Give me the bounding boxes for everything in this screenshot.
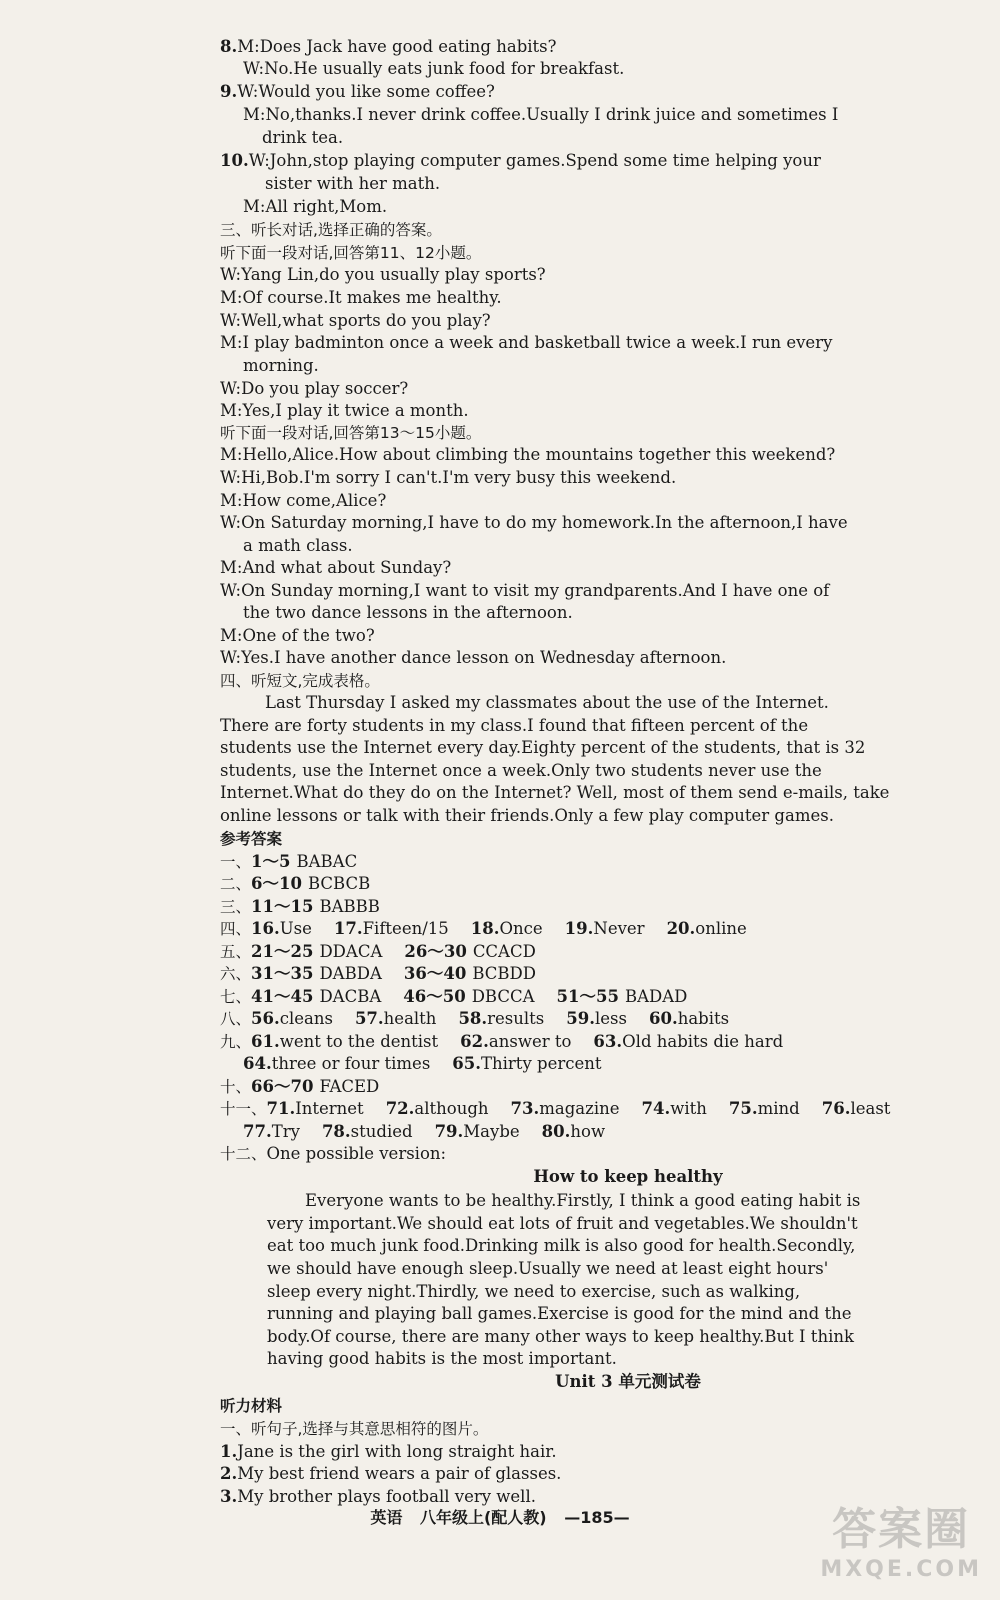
- answer-section-label: 十二、: [220, 1145, 267, 1163]
- essay-line: sleep every night.Thirdly, we need to exercise, such as walking,: [267, 1282, 801, 1301]
- answer-number: 41～45: [251, 987, 314, 1006]
- answer-row: [0, 1121, 1000, 1143]
- answer-number: 51～55: [556, 987, 619, 1006]
- dialog-text: W:No.He usually eats junk food for breakfast.: [243, 59, 625, 78]
- dialog-text: W:Would you like some coffee?: [237, 82, 495, 101]
- dialog-line: [0, 173, 1000, 195]
- answer-number: 71.: [266, 1099, 296, 1118]
- answer-number: 21～25: [251, 942, 314, 961]
- answer-number: 18.: [470, 919, 500, 938]
- answer-value: DDACA: [319, 942, 383, 961]
- answer-number: 36～40: [403, 964, 467, 983]
- answer-value: Once: [499, 919, 543, 938]
- essay-line: we should have enough sleep.Usually we need at least eight hours': [267, 1259, 829, 1278]
- passage-line: students use the Internet every day.Eighty percent of the students, that is 32: [220, 738, 866, 757]
- answer-section-label: 十一、: [220, 1100, 267, 1118]
- listening-item: [0, 1441, 1000, 1463]
- answer-value: magazine: [539, 1099, 620, 1118]
- dialog-line: M:Of course.It makes me healthy.: [220, 288, 502, 307]
- answer-value: answer to: [488, 1032, 572, 1051]
- unit-title: Unit 3 单元测试卷: [555, 1372, 701, 1391]
- answer-value: BABAC: [296, 852, 358, 871]
- answer-number: 75.: [728, 1099, 758, 1118]
- dialog-line: [0, 36, 1000, 58]
- answer-value: least: [850, 1099, 891, 1118]
- answer-section-label: 五、: [220, 943, 252, 961]
- dialog-line: W:Do you play soccer?: [220, 379, 409, 398]
- answer-number: 80.: [541, 1122, 571, 1141]
- question-number: 1.: [220, 1442, 238, 1461]
- dialog-line: M:Hello,Alice.How about climbing the mountains together this weekend?: [220, 445, 836, 464]
- answer-number: 73.: [510, 1099, 540, 1118]
- answer-row: [0, 896, 1000, 918]
- answer-number: 17.: [333, 919, 363, 938]
- dialog-line: [0, 58, 1000, 80]
- answer-number: 60.: [648, 1009, 678, 1028]
- answer-value: online: [695, 919, 747, 938]
- passage-line: students, use the Internet once a week.Only two students never use the: [220, 761, 822, 780]
- answer-value: habits: [677, 1009, 730, 1028]
- dialog-line: the two dance lessons in the afternoon.: [243, 603, 573, 622]
- dialog-text: sister with her math.: [265, 174, 441, 193]
- answer-value: BADAD: [624, 987, 688, 1006]
- section-heading: 四、听短文,完成表格。: [220, 672, 380, 690]
- answer-value: results: [487, 1009, 545, 1028]
- answer-number: 26～30: [404, 942, 467, 961]
- answer-value: Maybe: [463, 1122, 520, 1141]
- dialog-line: [0, 104, 1000, 126]
- answer-value: DBCCA: [471, 987, 535, 1006]
- watermark-logo: 答案圈 MXQE.COM: [820, 1504, 982, 1582]
- answer-row: [0, 1098, 1000, 1120]
- answer-number: 62.: [460, 1032, 489, 1051]
- essay-line: running and playing ball games.Exercise is good for the mind and the: [267, 1304, 852, 1323]
- answer-value: mind: [757, 1099, 800, 1118]
- essay-line: having good habits is the most important.: [267, 1349, 617, 1368]
- answer-row: [0, 986, 1000, 1008]
- answer-section-label: 一、: [220, 853, 252, 871]
- answer-value: cleans: [279, 1009, 333, 1028]
- footer-page-number: —185—: [564, 1508, 630, 1527]
- dialog-line: W:Yang Lin,do you usually play sports?: [220, 265, 546, 284]
- answer-number: 61.: [251, 1032, 280, 1051]
- dialog-text: M:Does Jack have good eating habits?: [237, 37, 557, 56]
- answer-value: Never: [593, 919, 645, 938]
- answer-section-label: 四、: [220, 920, 252, 938]
- dialog-line: M:One of the two?: [220, 626, 375, 645]
- dialog-line: W:On Saturday morning,I have to do my homework.In the afternoon,I have: [220, 513, 848, 532]
- answer-number: 19.: [564, 919, 594, 938]
- question-number: 3.: [220, 1487, 238, 1506]
- answer-number: 1～5: [251, 852, 291, 871]
- answer-value: CCACD: [472, 942, 536, 961]
- answer-number: 56.: [251, 1009, 280, 1028]
- answer-number: 77.: [243, 1122, 272, 1141]
- footer-subject: 英语: [370, 1508, 403, 1527]
- answer-number: 63.: [593, 1032, 623, 1051]
- dialog-text: drink tea.: [262, 128, 344, 147]
- answer-value: Internet: [295, 1099, 364, 1118]
- answer-section-label: 三、: [220, 898, 252, 916]
- answer-value: One possible version:: [266, 1144, 447, 1163]
- answer-number: 6～10: [251, 874, 302, 893]
- dialog-line: W:Hi,Bob.I'm sorry I can't.I'm very busy this weekend.: [220, 468, 677, 487]
- answer-number: 74.: [641, 1099, 671, 1118]
- answer-number: 16.: [251, 919, 280, 938]
- answer-number: 79.: [434, 1122, 464, 1141]
- answer-value: BABBB: [319, 897, 380, 916]
- answer-value: Use: [279, 919, 312, 938]
- answer-row: [0, 1143, 1000, 1165]
- dialog-line: [0, 150, 1000, 172]
- passage-line: online lessons or talk with their friends.Only a few play computer games.: [220, 806, 834, 825]
- answer-value: Fifteen/15: [362, 919, 449, 938]
- answer-value: DABDA: [319, 964, 382, 983]
- answer-value: how: [570, 1122, 606, 1141]
- answer-value: DACBA: [319, 987, 382, 1006]
- answer-value: Try: [271, 1122, 300, 1141]
- answer-number: 76.: [821, 1099, 851, 1118]
- answer-value: although: [414, 1099, 489, 1118]
- answer-number: 65.: [452, 1054, 482, 1073]
- answer-number: 58.: [458, 1009, 488, 1028]
- answer-value: BCBDD: [472, 964, 536, 983]
- answer-value: studied: [350, 1122, 413, 1141]
- essay-title: How to keep healthy: [533, 1167, 723, 1186]
- answer-section-label: 八、: [220, 1010, 252, 1028]
- listening-text: My best friend wears a pair of glasses.: [237, 1464, 562, 1483]
- passage-line: Internet.What do they do on the Internet? Well, most of them send e-mails, take: [220, 783, 890, 802]
- dialog-line: M:And what about Sunday?: [220, 558, 452, 577]
- dialog-text: W:John,stop playing computer games.Spend some time helping your: [248, 151, 821, 170]
- section-instruction: 听下面一段对话,回答第13～15小题。: [220, 424, 482, 442]
- question-number: 10.: [220, 151, 249, 170]
- answer-number: 11～15: [251, 897, 314, 916]
- answer-number: 59.: [566, 1009, 595, 1028]
- essay-line: Everyone wants to be healthy.Firstly, I think a good eating habit is: [305, 1191, 861, 1210]
- listening-text: My brother plays football very well.: [237, 1487, 536, 1506]
- essay-line: very important.We should eat lots of fruit and vegetables.We shouldn't: [267, 1214, 858, 1233]
- section-heading: 一、听句子,选择与其意思相符的图片。: [220, 1420, 489, 1438]
- question-number: 8.: [220, 37, 238, 56]
- answer-section-label: 十、: [220, 1078, 252, 1096]
- answer-row: [0, 1031, 1000, 1053]
- answer-section-label: 六、: [220, 965, 252, 983]
- footer-grade: 八年级上(配人教): [419, 1508, 547, 1527]
- answer-number: 31～35: [251, 964, 314, 983]
- answer-value: health: [383, 1009, 437, 1028]
- dialog-line: W:Yes.I have another dance lesson on Wednesday afternoon.: [220, 648, 727, 667]
- answer-value: Old habits die hard: [622, 1032, 784, 1051]
- answer-number: 20.: [666, 919, 696, 938]
- section-heading: 三、听长对话,选择正确的答案。: [220, 221, 442, 239]
- answer-number: 72.: [385, 1099, 415, 1118]
- question-number: 9.: [220, 82, 238, 101]
- answer-row: [0, 1008, 1000, 1030]
- dialog-text: M:No,thanks.I never drink coffee.Usually I drink juice and sometimes I: [243, 105, 839, 124]
- answer-row: [0, 963, 1000, 985]
- answer-section-label: 七、: [220, 988, 252, 1006]
- passage-line: Last Thursday I asked my classmates about the use of the Internet.: [265, 693, 829, 712]
- dialog-line: W:Well,what sports do you play?: [220, 311, 491, 330]
- answer-row: [0, 1076, 1000, 1098]
- answer-value: with: [670, 1099, 707, 1118]
- answer-number: 66～70: [251, 1077, 314, 1096]
- question-number: 2.: [220, 1464, 238, 1483]
- passage-line: There are forty students in my class.I found that fifteen percent of the: [220, 716, 809, 735]
- dialog-line: M:I play badminton once a week and basketball twice a week.I run every: [220, 333, 833, 352]
- answer-value: Thirty percent: [481, 1054, 602, 1073]
- answer-value: went to the dentist: [279, 1032, 439, 1051]
- answer-row: [0, 941, 1000, 963]
- dialog-line: W:On Sunday morning,I want to visit my grandparents.And I have one of: [220, 581, 830, 600]
- answer-value: FACED: [319, 1077, 380, 1096]
- answer-number: 57.: [354, 1009, 384, 1028]
- answers-heading: 参考答案: [220, 830, 283, 848]
- answer-value: three or four times: [271, 1054, 431, 1073]
- dialog-line: [0, 81, 1000, 103]
- answer-value: less: [595, 1009, 627, 1028]
- dialog-line: a math class.: [243, 536, 353, 555]
- dialog-line: M:How come,Alice?: [220, 491, 387, 510]
- answer-row: [0, 851, 1000, 873]
- answer-number: 64.: [243, 1054, 272, 1073]
- essay-line: body.Of course, there are many other ways to keep healthy.But I think: [267, 1327, 854, 1346]
- listening-text: Jane is the girl with long straight hair.: [237, 1442, 557, 1461]
- listening-item: [0, 1463, 1000, 1485]
- dialog-text: M:All right,Mom.: [243, 197, 388, 216]
- dialog-line: [0, 196, 1000, 218]
- answer-number: 78.: [321, 1122, 351, 1141]
- answer-row: [0, 918, 1000, 940]
- answer-row: [0, 1053, 1000, 1075]
- section-instruction: 听下面一段对话,回答第11、12小题。: [220, 244, 482, 262]
- answer-number: 46～50: [403, 987, 466, 1006]
- answer-row: [0, 873, 1000, 895]
- essay-line: eat too much junk food.Drinking milk is also good for health.Secondly,: [267, 1236, 856, 1255]
- dialog-line: [0, 127, 1000, 149]
- dialog-line: M:Yes,I play it twice a month.: [220, 401, 469, 420]
- answer-section-label: 二、: [220, 875, 252, 893]
- answer-section-label: 九、: [220, 1033, 252, 1051]
- unit-subtitle: 听力材料: [220, 1397, 283, 1415]
- dialog-line: morning.: [243, 356, 319, 375]
- answer-value: BCBCB: [307, 874, 371, 893]
